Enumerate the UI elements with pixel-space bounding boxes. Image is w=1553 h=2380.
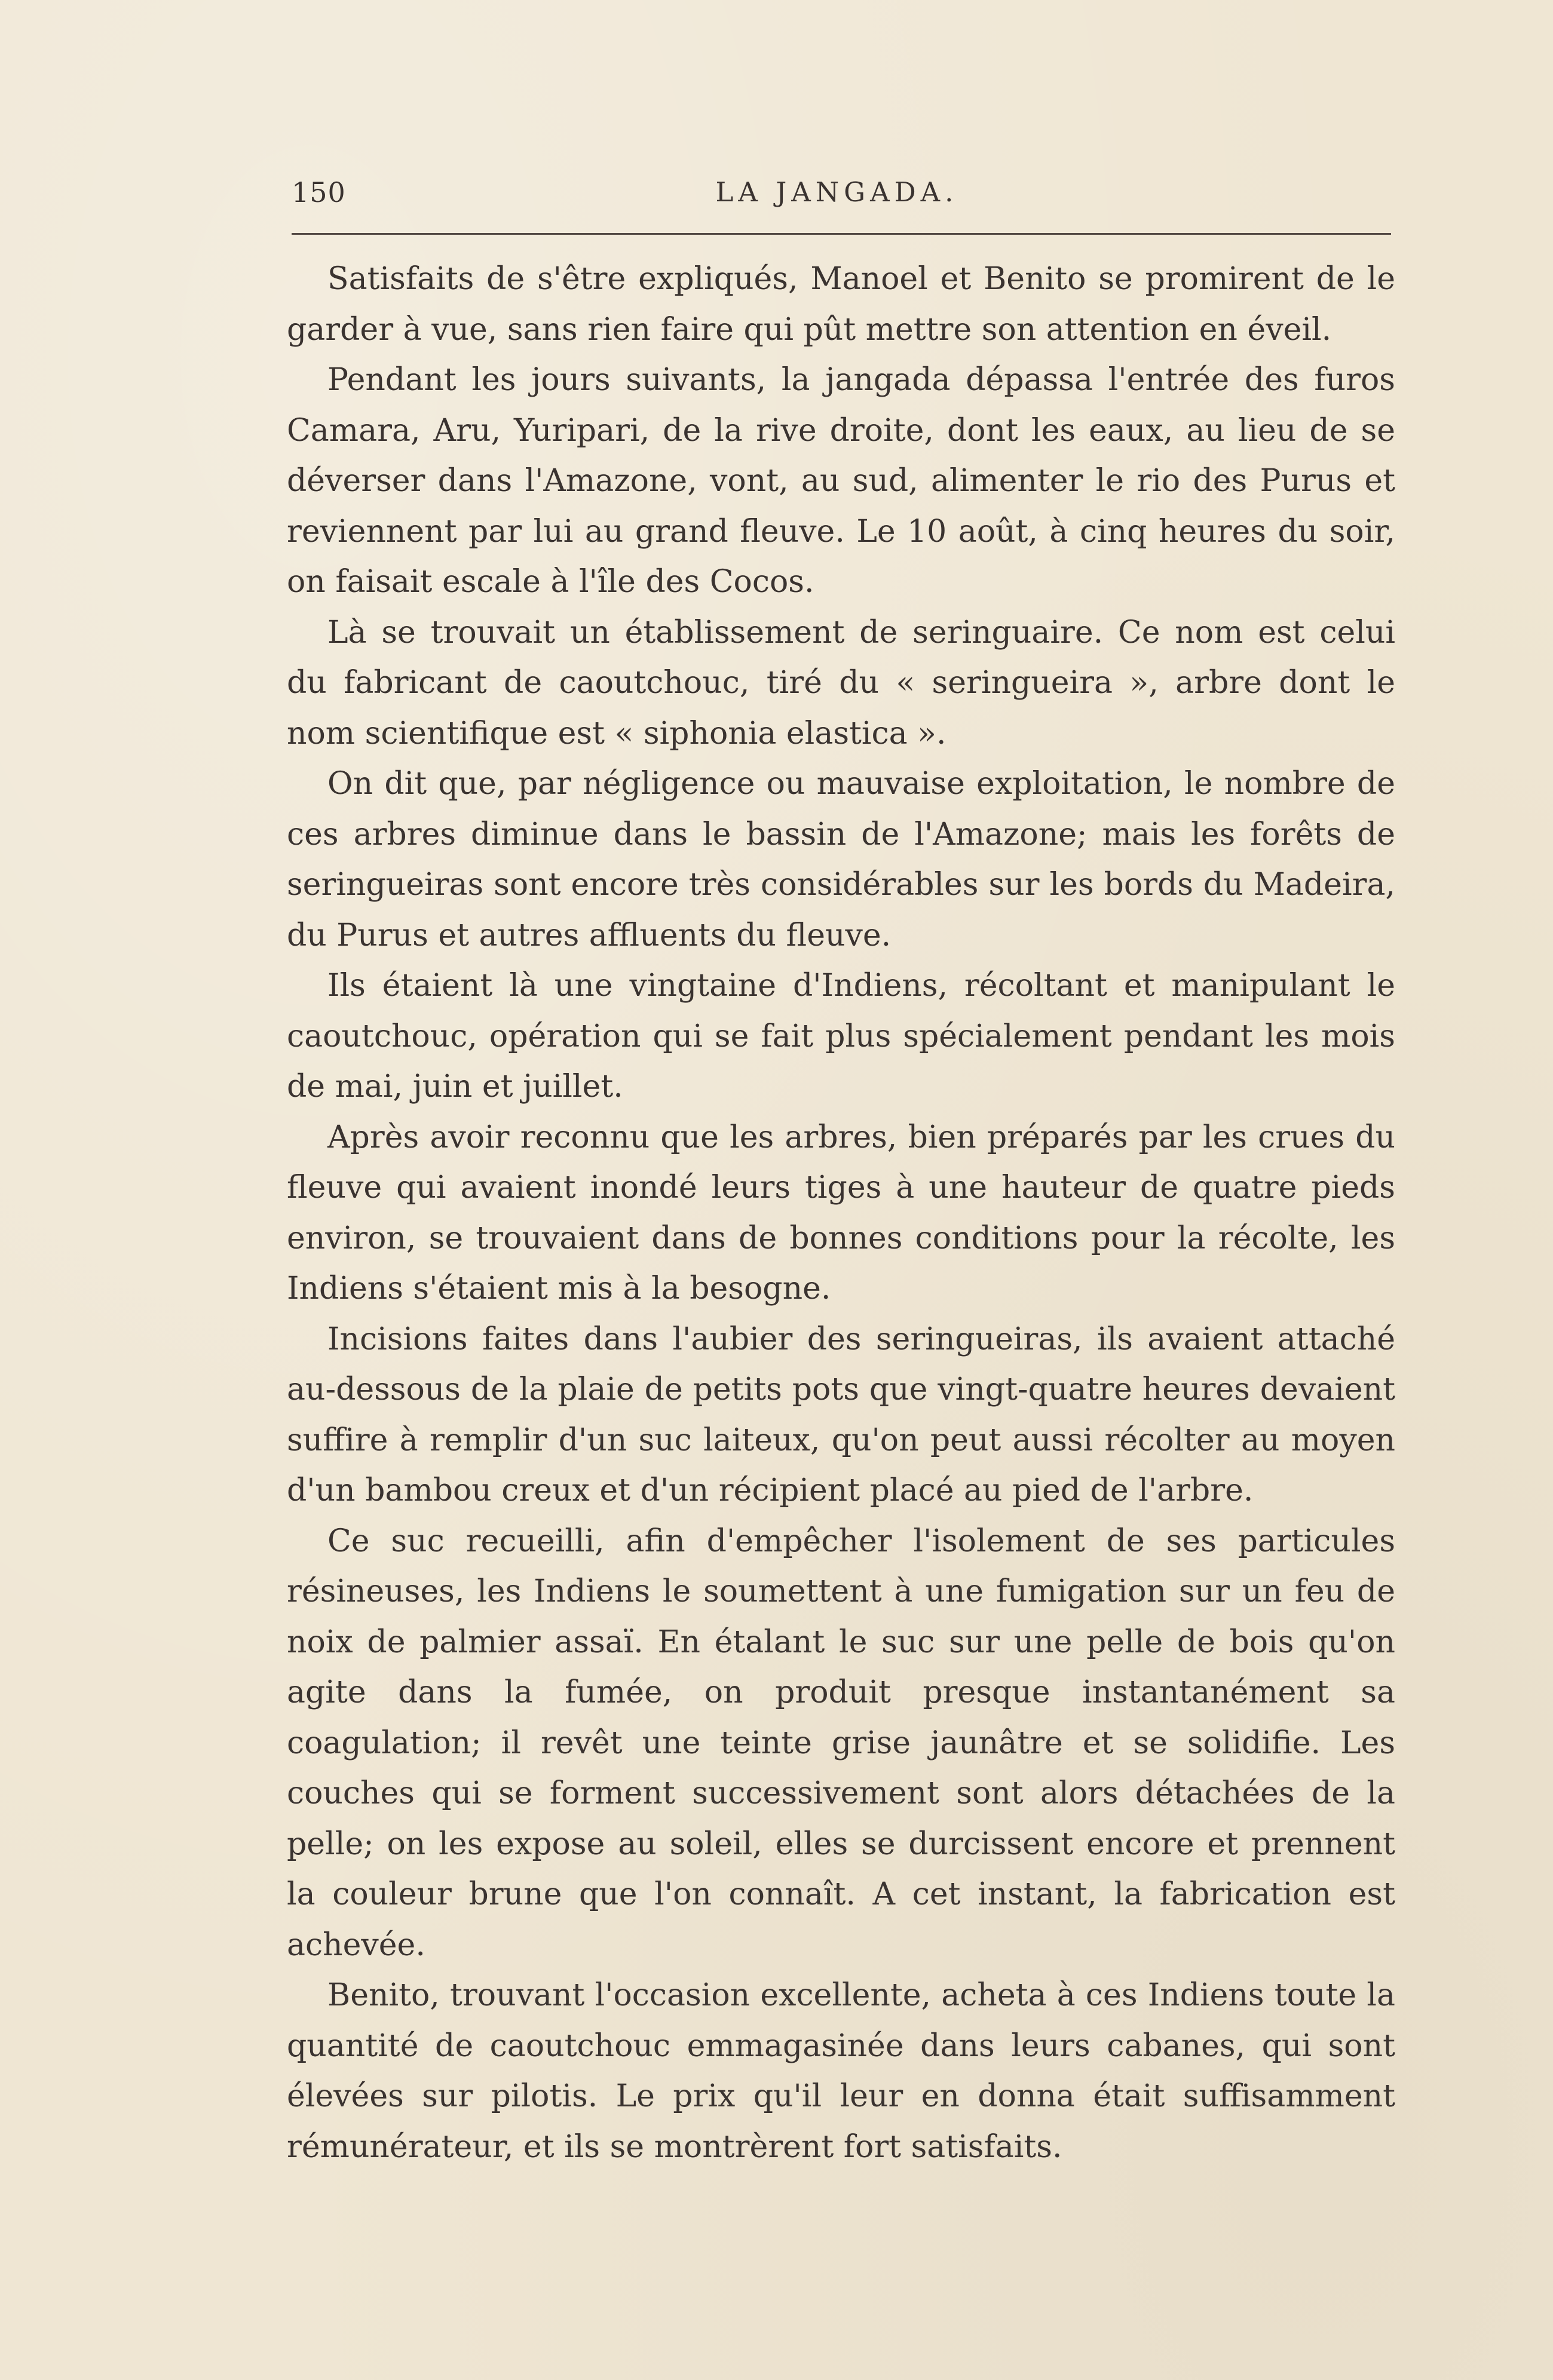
paragraph: Là se trouvait un établissement de seringuaire. Ce nom est celui du fabricant de caoutchouc, tiré du « seringueira », arbre dont le nom scientifique est « siphonia elastica ». <box>287 614 1395 752</box>
page-header <box>292 174 1382 216</box>
body-text <box>287 254 1395 2172</box>
paragraph: Pendant les jours suivants, la jangada dépassa l'entrée des furos Camara, Aru, Yuripari, de la rive droite, dont les eaux, au lieu de se déverser dans l'Amazone, vont, au sud, alimenter le rio des Purus et reviennent par lui au grand fleuve. Le 10 août, à cinq heures du soir, on faisait escale à l'île des Cocos. <box>287 362 1395 600</box>
paragraph: Ce suc recueilli, afin d'empêcher l'isolement de ses particules résineuses, les Indiens le soumettent à une fumigation sur un feu de noix de palmier assaï. En étalant le suc sur une pelle de bois qu'on agite dans la fumée, on produit presque instantanément sa coagulation; il revêt une teinte grise jaunâtre et se solidifie. Les couches qui se forment successivement sont alors détachées de la pelle; on les expose au soleil, elles se durcissent encore et prennent la couleur brune que l'on connaît. A cet instant, la fabrication est achevée. <box>287 1523 1395 1963</box>
paragraph: On dit que, par négligence ou mauvaise exploitation, le nombre de ces arbres diminue dans le bassin de l'Amazone; mais les forêts de seringueiras sont encore très considérables sur les bords du Madeira, du Purus et autres affluents du fleuve. <box>287 766 1395 953</box>
paragraph: Ils étaient là une vingtaine d'Indiens, récoltant et manipulant le caoutchouc, opération qui se fait plus spécialement pendant les mois de mai, juin et juillet. <box>287 968 1395 1105</box>
paragraph: Après avoir reconnu que les arbres, bien préparés par les crues du fleuve qui avaient inondé leurs tiges à une hauteur de quatre pieds environ, se trouvaient dans de bonnes conditions pour la récolte, les Indiens s'étaient mis à la besogne. <box>287 1119 1395 1306</box>
paragraph: Satisfaits de s'être expliqués, Manoel et Benito se promirent de le garder à vue, sans rien faire qui pût mettre son attention en éveil. <box>287 261 1395 348</box>
header-rule <box>292 233 1391 235</box>
page-number: 150 <box>292 176 346 208</box>
paragraph: Benito, trouvant l'occasion excellente, acheta à ces Indiens toute la quantité de caoutchouc emmagasinée dans leurs cabanes, qui sont élevées sur pilotis. Le prix qu'il leur en donna était suffisamment rémunérateur, et ils se montrèrent fort satisfaits. <box>287 1977 1395 2165</box>
running-title: LA JANGADA. <box>715 176 958 208</box>
paragraph: Incisions faites dans l'aubier des seringueiras, ils avaient attaché au-dessous de la plaie de petits pots que vingt-quatre heures devaient suffire à remplir d'un suc laiteux, qu'on peut aussi récolter au moyen d'un bambou creux et d'un récipient placé au pied de l'arbre. <box>287 1321 1395 1508</box>
